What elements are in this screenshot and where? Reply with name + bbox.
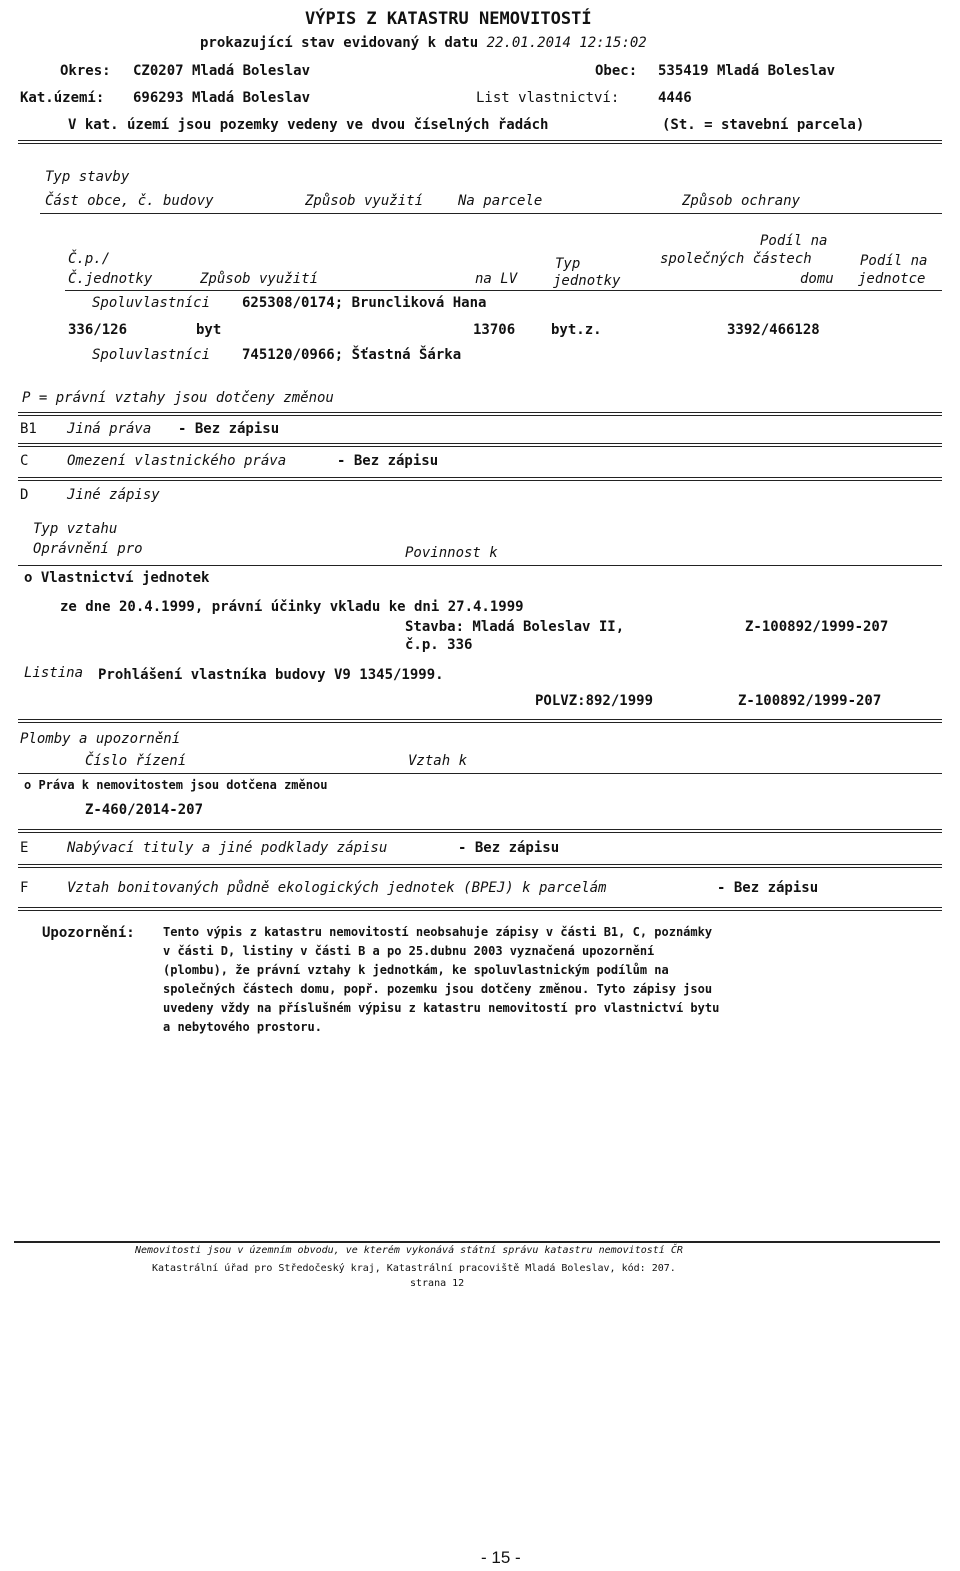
vlastnictvi-date: ze dne 20.4.1999, právní účinky vkladu ke dni 27.4.1999	[60, 599, 524, 615]
zpusob-ochrany-heading: Způsob ochrany	[682, 193, 801, 209]
section-e-label: Nabývací tituly a jiné podklady zápisu	[67, 840, 388, 856]
f-divider	[18, 907, 942, 911]
listina-label: Listina	[24, 665, 84, 681]
e-divider	[18, 864, 942, 868]
page-number: - 15 -	[481, 1548, 521, 1567]
pravni-vztahy-note: P = právní vztahy jsou dotčeny změnou	[22, 390, 334, 406]
jednotka-lv: 13706	[473, 322, 516, 338]
d-divider	[18, 719, 942, 723]
document-title: VÝPIS Z KATASTRU NEMOVITOSTÍ	[305, 9, 592, 29]
zpusob-vyuziti-heading: Způsob využití	[305, 193, 424, 209]
podil-jednotce-heading-1: Podíl na	[860, 253, 928, 269]
obec-value: 535419 Mladá Boleslav	[658, 63, 836, 79]
na-parcele-heading: Na parcele	[458, 193, 543, 209]
na-lv-heading: na LV	[475, 271, 518, 287]
opravneni-pro-heading: Oprávnění pro	[33, 541, 143, 557]
subtitle-prefix: prokazující stav evidovaný k datu	[200, 35, 479, 51]
cp-heading: Č.p./	[68, 251, 111, 267]
lv-value: 4446	[658, 90, 692, 106]
plomby-header-divider	[18, 773, 942, 774]
section-f-value: - Bez zápisu	[717, 880, 819, 896]
b1-divider	[18, 443, 942, 447]
upozorneni-line-2: v části D, listiny v části B a po 25.dubnu 2003 vyznačená upozornění	[163, 944, 655, 958]
footer-line-2: Katastrální úřad pro Středočeský kraj, Katastrální pracoviště Mladá Boleslav, kód: 207.	[152, 1263, 676, 1274]
plomby-divider	[18, 829, 942, 833]
spoluvlastnici-1-label: Spoluvlastníci	[92, 295, 211, 311]
typ-heading-2: jednotky	[553, 273, 621, 289]
upozorneni-line-5: uvedeny vždy na příslušném výpisu z katastru nemovitostí pro vlastnictví bytu	[163, 1001, 720, 1015]
section-d-label: Jiné zápisy	[67, 487, 160, 503]
section-e-letter: E	[20, 840, 29, 856]
section-b1-letter: B1	[20, 421, 37, 437]
registry-note: V kat. území jsou pozemky vedeny ve dvou číselných řadách	[68, 117, 549, 133]
registry-note-parcel: (St. = stavební parcela)	[662, 117, 865, 133]
header-divider	[18, 140, 942, 144]
section-b1-label: Jiná práva	[67, 421, 152, 437]
rizeni-number: Z-460/2014-207	[85, 802, 204, 818]
kat-value: 696293 Mladá Boleslav	[133, 90, 311, 106]
typ-vztahu-heading: Typ vztahu	[33, 521, 118, 537]
section-f-letter: F	[20, 880, 29, 896]
lv-label: List vlastnictví:	[476, 90, 620, 106]
section-d-letter: D	[20, 487, 29, 503]
reference-1: Z-100892/1999-207	[745, 619, 889, 635]
vztah-k-heading: Vztah k	[408, 753, 468, 769]
upozorneni-line-3: (plombu), že právní vztahy k jednotkám, ke spoluvlastnickým podílům na	[163, 963, 669, 977]
kat-label: Kat.území:	[20, 90, 105, 106]
podil-heading-2: společných částech	[660, 251, 812, 267]
section-c-value: - Bez zápisu	[337, 453, 439, 469]
c-divider	[18, 477, 942, 481]
plomby-item: o Práva k nemovitostem jsou dotčena změnou	[24, 778, 328, 792]
jednotka-podil: 3392/466128	[727, 322, 820, 338]
upozorneni-label: Upozornění:	[42, 925, 135, 941]
listina-value: Prohlášení vlastníka budovy V9 1345/1999.	[98, 667, 444, 683]
cislo-rizeni-heading: Číslo řízení	[85, 753, 187, 769]
podil-heading-3: domu	[800, 271, 834, 287]
stavby-divider	[40, 213, 942, 214]
footer-divider	[14, 1241, 940, 1243]
extract-date: 22.01.2014 12:15:02	[486, 35, 647, 51]
stavba-line-1: Stavba: Mladá Boleslav II,	[405, 619, 625, 635]
upozorneni-line-6: a nebytového prostoru.	[163, 1020, 322, 1034]
vlastnictvi-jednotek-item: o Vlastnictví jednotek	[24, 570, 210, 586]
typ-stavby-heading: Typ stavby	[45, 169, 130, 185]
okres-label: Okres:	[60, 63, 111, 79]
jednotka-vyuziti: byt	[196, 322, 222, 338]
spoluvlastnici-2-label: Spoluvlastníci	[92, 347, 211, 363]
plomby-heading: Plomby a upozornění	[20, 731, 181, 747]
jednotka-cislo: 336/126	[68, 322, 128, 338]
okres-value: CZ0207 Mladá Boleslav	[133, 63, 311, 79]
section-f-label: Vztah bonitovaných půdně ekologických jednotek (BPEJ) k parcelám	[67, 880, 607, 896]
podil-heading-1: Podíl na	[760, 233, 828, 249]
upozorneni-line-4: společných částech domu, popř. pozemku jsou dotčeny změnou. Tyto zápisy jsou	[163, 982, 713, 996]
d-header-divider	[18, 565, 942, 566]
stavba-line-2: č.p. 336	[405, 637, 473, 653]
section-c-letter: C	[20, 453, 29, 469]
c-jednotky-heading: Č.jednotky	[68, 271, 153, 287]
p-divider	[18, 412, 942, 416]
cast-obce-heading: Část obce, č. budovy	[45, 193, 214, 209]
polvz-reference: POLVZ:892/1999	[535, 693, 654, 709]
povinnost-k-heading: Povinnost k	[405, 545, 498, 561]
subtitle	[200, 34, 647, 52]
jednotky-divider	[65, 290, 942, 291]
podil-jednotce-heading-2: jednotce	[858, 271, 926, 287]
typ-heading-1: Typ	[555, 256, 581, 272]
reference-2: Z-100892/1999-207	[738, 693, 882, 709]
section-c-label: Omezení vlastnického práva	[67, 453, 287, 469]
zpusob-heading: Způsob využití	[200, 271, 319, 287]
footer-page-label: strana 12	[410, 1278, 465, 1289]
spoluvlastnici-2-value: 745120/0966; Šťastná Šárka	[242, 347, 462, 363]
upozorneni-line-1: Tento výpis z katastru nemovitostí neobsahuje zápisy v části B1, C, poznámky	[163, 925, 713, 939]
spoluvlastnici-1-value: 625308/0174; Bruncliková Hana	[242, 295, 487, 311]
footer-line-1: Nemovitosti jsou v územním obvodu, ve kterém vykonává státní správu katastru nemovitostí ČR	[135, 1245, 683, 1256]
jednotka-typ: byt.z.	[551, 322, 602, 338]
section-b1-value: - Bez zápisu	[178, 421, 280, 437]
section-e-value: - Bez zápisu	[458, 840, 560, 856]
obec-label: Obec:	[595, 63, 638, 79]
